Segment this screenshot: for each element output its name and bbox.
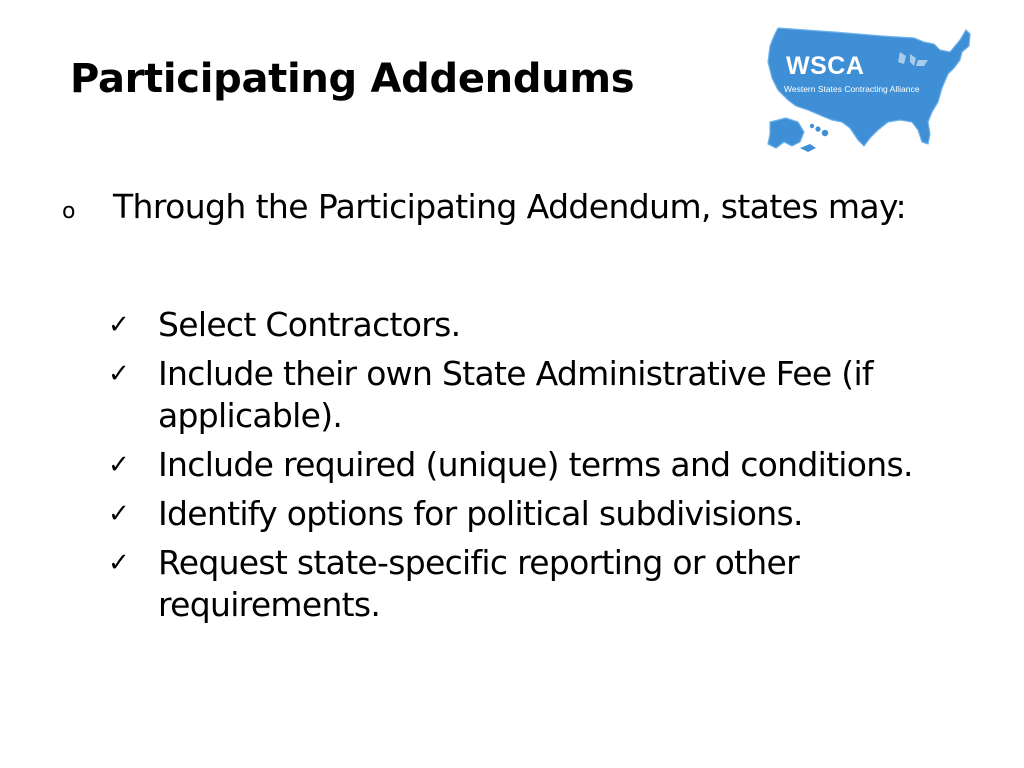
checklist-item — [108, 444, 938, 486]
checklist — [108, 304, 938, 633]
checklist-item-text: Request state-specific reporting or other requirements. — [158, 543, 799, 624]
checklist-item-text: Include their own State Administrative Fee (if applicable). — [158, 354, 873, 435]
check-icon: ✓ — [108, 310, 130, 340]
hollow-bullet-icon: o — [62, 199, 76, 224]
check-icon: ✓ — [108, 548, 130, 578]
wsca-logo — [764, 22, 978, 158]
logo-wordmark: WSCA — [786, 52, 865, 80]
check-icon: ✓ — [108, 450, 130, 480]
main-bullet-text: Through the Participating Addendum, states may: — [113, 187, 907, 226]
checklist-item — [108, 304, 938, 346]
checklist-item — [108, 353, 938, 437]
checklist-item — [108, 493, 938, 535]
checklist-item — [108, 542, 938, 626]
check-icon: ✓ — [108, 359, 130, 389]
slide-title: Participating Addendums — [70, 56, 635, 102]
checklist-item-text: Identify options for political subdivisions. — [158, 494, 803, 533]
checklist-item-text: Select Contractors. — [158, 305, 461, 344]
check-icon: ✓ — [108, 499, 130, 529]
logo-subtitle: Western States Contracting Alliance — [784, 84, 920, 94]
main-bullet — [62, 186, 922, 227]
checklist-item-text: Include required (unique) terms and conditions. — [158, 445, 913, 484]
